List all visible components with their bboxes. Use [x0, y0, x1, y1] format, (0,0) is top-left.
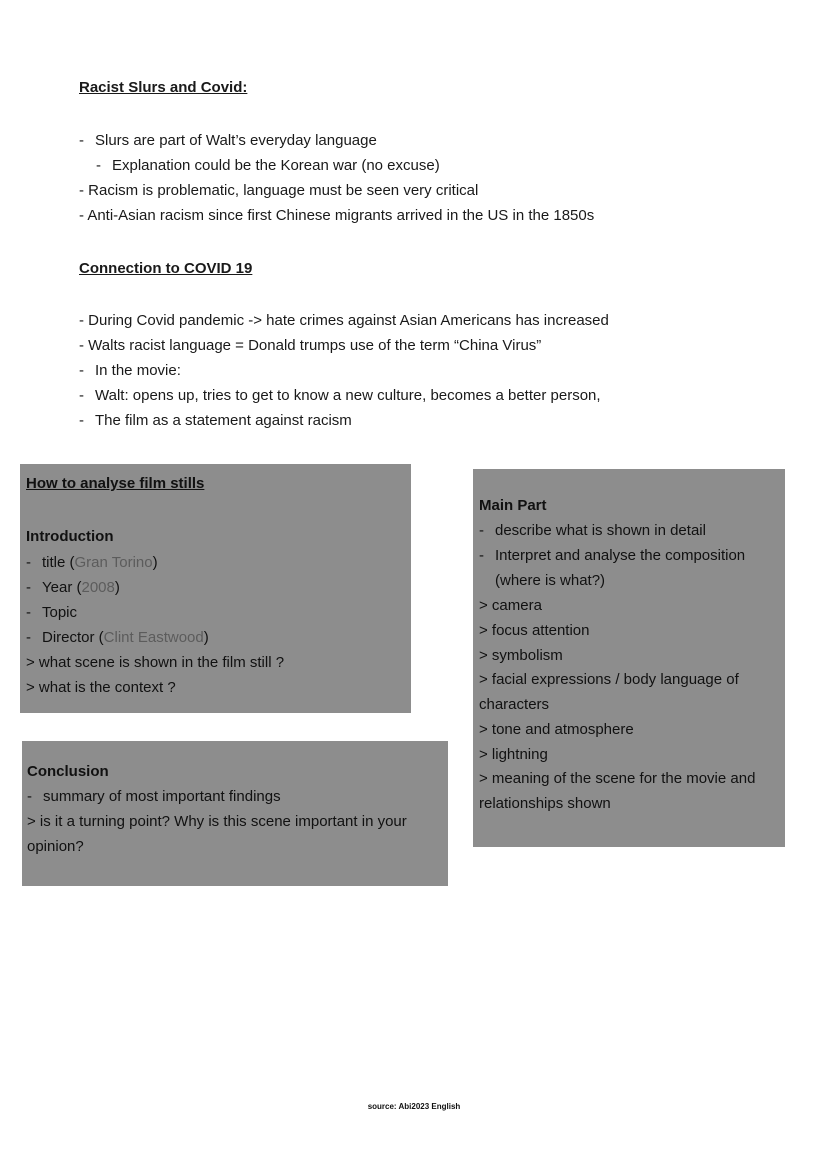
main-point: > focus attention [479, 622, 590, 639]
main-point-continued: characters [479, 696, 550, 713]
main-item: - Interpret and analyse the composition [479, 547, 746, 564]
main-point: > lightning [479, 746, 548, 763]
list-item: - The film as a statement against racism [79, 412, 352, 429]
main-point: > symbolism [479, 647, 563, 664]
main-point-continued: relationships shown [479, 795, 611, 812]
box-title: How to analyse film stills [26, 475, 205, 492]
intro-item-title: - title (Gran Torino) [26, 554, 158, 571]
box-title: Main Part [479, 497, 547, 514]
intro-question: > what scene is shown in the film still ? [26, 654, 285, 671]
main-point: > facial expressions / body language of [479, 671, 739, 688]
conclusion-line-continued: opinion? [27, 838, 84, 855]
list-item: - During Covid pandemic -> hate crimes against Asian Americans has increased [79, 312, 609, 329]
intro-box [20, 464, 411, 713]
intro-item-topic: - Topic [26, 604, 78, 621]
intro-item-director: - Director (Clint Eastwood) [26, 629, 209, 646]
main-point: > meaning of the scene for the movie and [479, 770, 756, 787]
section-heading-racist-slurs: Racist Slurs and Covid: [79, 79, 248, 96]
list-item: - Slurs are part of Walt’s everyday language [79, 132, 377, 149]
conclusion-line: > is it a turning point? Why is this scene important in your [27, 813, 407, 830]
source-footnote: source: Abi2023 English [367, 1102, 461, 1111]
box-title: Conclusion [27, 763, 109, 780]
intro-item-year: - Year (2008) [26, 579, 120, 596]
list-item: - Racism is problematic, language must be seen very critical [79, 182, 479, 199]
conclusion-item: - summary of most important findings [27, 788, 281, 805]
intro-question: > what is the context ? [26, 679, 176, 696]
main-item-continued: (where is what?) [495, 572, 606, 589]
list-item: - Anti-Asian racism since first Chinese migrants arrived in the US in the 1850s [79, 207, 595, 224]
main-point: > tone and atmosphere [479, 721, 634, 738]
list-item: - In the movie: [79, 362, 181, 379]
list-item: - Walts racist language = Donald trumps use of the term “China Virus” [79, 337, 542, 354]
main-part-box [473, 469, 785, 847]
main-item: - describe what is shown in detail [479, 522, 706, 539]
main-point: > camera [479, 597, 542, 614]
list-item: - Walt: opens up, tries to get to know a new culture, becomes a better person, [79, 387, 601, 404]
section-heading-covid: Connection to COVID 19 [79, 260, 253, 277]
conclusion-box [22, 741, 448, 886]
list-item-sub: - Explanation could be the Korean war (no excuse) [96, 157, 440, 174]
box-subtitle: Introduction [26, 528, 114, 545]
